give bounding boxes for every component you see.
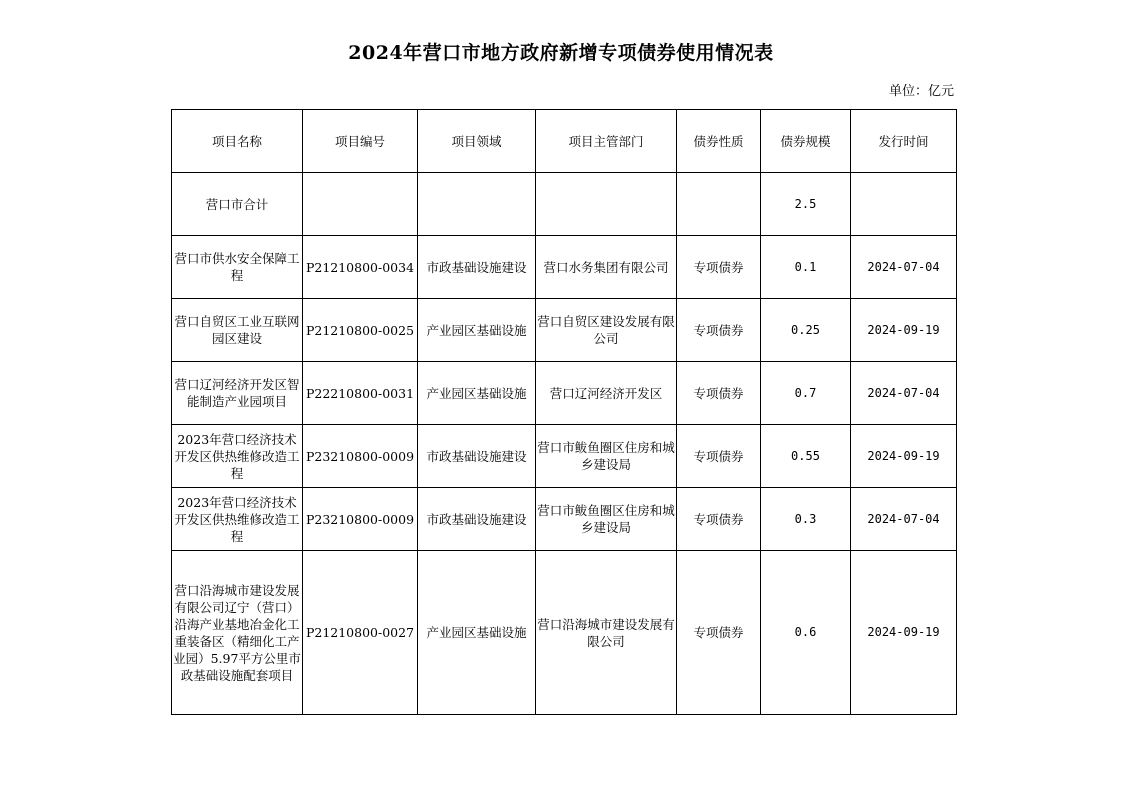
empty-cell [677,173,761,236]
header-cell-dept: 项目主管部门 [536,110,677,173]
project-dept: 营口沿海城市建设发展有限公司 [536,551,677,715]
issue-date: 2024-09-19 [851,551,957,715]
project-dept: 营口辽河经济开发区 [536,362,677,425]
issue-date: 2024-09-19 [851,299,957,362]
header-row [172,110,957,173]
unit-label: 单位：亿元 [888,84,954,99]
project-dept: 营口水务集团有限公司 [536,236,677,299]
bond-nature: 专项债券 [677,236,761,299]
table-row [172,425,957,488]
empty-cell [418,173,536,236]
header-cell-code: 项目编号 [303,110,418,173]
table-row [172,362,957,425]
bond-scale: 0.3 [761,488,851,551]
project-dept: 营口市鲅鱼圈区住房和城乡建设局 [536,425,677,488]
bond-scale: 0.55 [761,425,851,488]
project-code: P21210800-0025 [303,299,418,362]
bond-scale: 0.7 [761,362,851,425]
project-field: 市政基础设施建设 [418,425,536,488]
project-field: 产业园区基础设施 [418,551,536,715]
project-field: 产业园区基础设施 [418,362,536,425]
project-code: P23210800-0009 [303,488,418,551]
table-row [172,488,957,551]
table-row [172,551,957,715]
project-field: 市政基础设施建设 [418,236,536,299]
total-name: 营口市合计 [172,173,303,236]
issue-date: 2024-09-19 [851,425,957,488]
project-code: P22210800-0031 [303,362,418,425]
bond-nature: 专项债券 [677,362,761,425]
header-cell-nature: 债券性质 [677,110,761,173]
header-cell-scale: 债券规模 [761,110,851,173]
table-row [172,299,957,362]
project-name: 营口辽河经济开发区智能制造产业园项目 [172,362,303,425]
bond-scale: 0.6 [761,551,851,715]
project-name: 营口自贸区工业互联网园区建设 [172,299,303,362]
page-title: 2024年营口市地方政府新增专项债券使用情况表 [348,42,774,64]
project-dept: 营口市鲅鱼圈区住房和城乡建设局 [536,488,677,551]
empty-cell [536,173,677,236]
project-name: 营口市供水安全保障工程 [172,236,303,299]
project-dept: 营口自贸区建设发展有限公司 [536,299,677,362]
header-cell-field: 项目领域 [418,110,536,173]
project-code: P21210800-0027 [303,551,418,715]
bond-nature: 专项债券 [677,551,761,715]
project-field: 市政基础设施建设 [418,488,536,551]
empty-cell [303,173,418,236]
project-name: 2023年营口经济技术开发区供热维修改造工程 [172,488,303,551]
bond-usage-table [171,109,957,715]
bond-scale: 0.25 [761,299,851,362]
bond-nature: 专项债券 [677,488,761,551]
header-cell-name: 项目名称 [172,110,303,173]
header-cell-date: 发行时间 [851,110,957,173]
issue-date: 2024-07-04 [851,488,957,551]
project-field: 产业园区基础设施 [418,299,536,362]
issue-date: 2024-07-04 [851,236,957,299]
project-code: P23210800-0009 [303,425,418,488]
bond-nature: 专项债券 [677,425,761,488]
project-name: 2023年营口经济技术开发区供热维修改造工程 [172,425,303,488]
total-scale: 2.5 [761,173,851,236]
empty-cell [851,173,957,236]
table-row [172,236,957,299]
total-row [172,173,957,236]
bond-nature: 专项债券 [677,299,761,362]
bond-scale: 0.1 [761,236,851,299]
project-name: 营口沿海城市建设发展有限公司辽宁（营口）沿海产业基地冶金化工重装备区（精细化工产业园）5.97平方公里市政基础设施配套项目 [172,551,303,715]
issue-date: 2024-07-04 [851,362,957,425]
project-code: P21210800-0034 [303,236,418,299]
